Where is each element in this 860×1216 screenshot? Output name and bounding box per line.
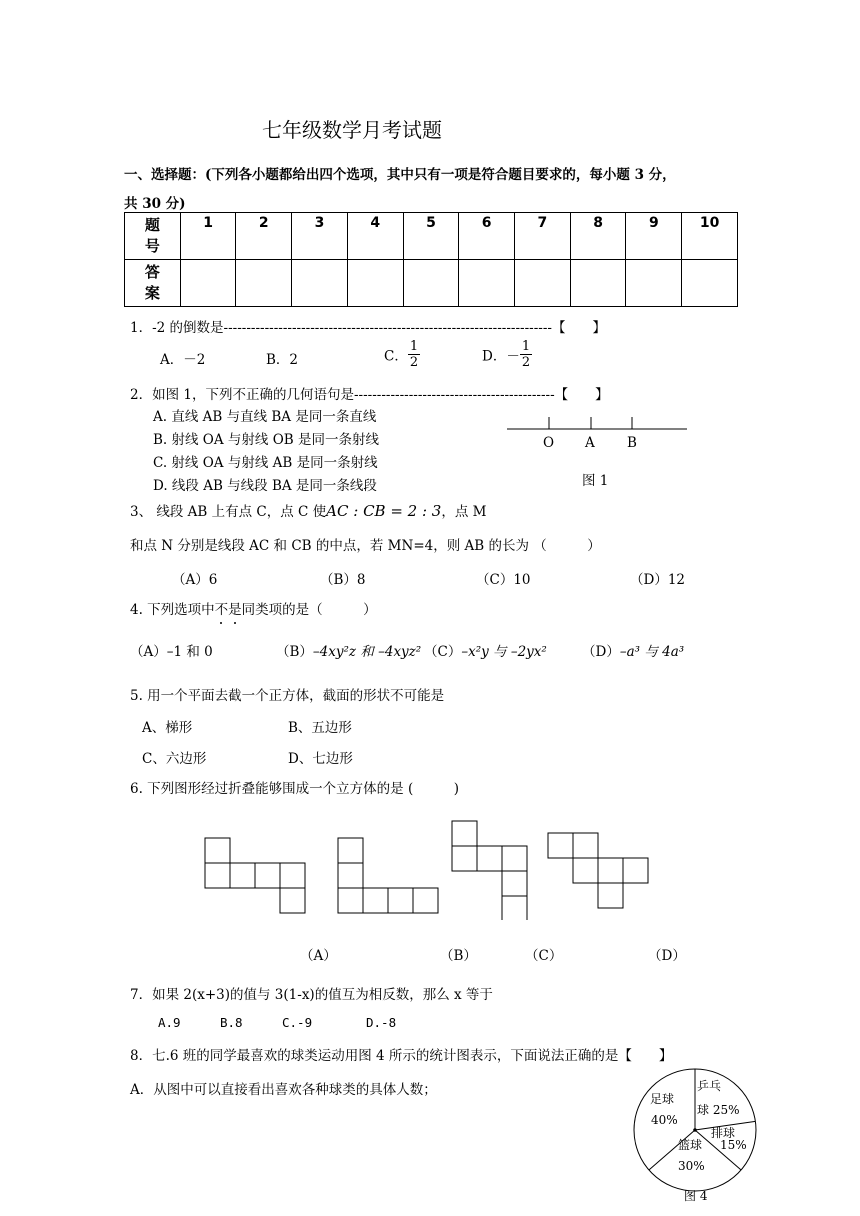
cube-net-c — [452, 821, 527, 920]
figure-1-caption: 图 1 — [582, 473, 609, 489]
q5-option-a: A、梯形 — [142, 720, 193, 736]
answer-cell[interactable] — [682, 260, 738, 307]
q8-stem: 8．七.6 班的同学最喜欢的球类运动用图 4 所示的统计图表示，下面说法正确的是【 】 — [130, 1048, 673, 1064]
q5-option-d: D、七边形 — [288, 751, 353, 767]
q2-stem: 2．如图 1，下列不正确的几何语句是--------------------------------------------【 】 — [130, 387, 609, 403]
pie-pct-basketball: 30% — [678, 1159, 705, 1173]
q6-label-c: （C） — [525, 948, 563, 964]
pie-pct-pingpong: 25% — [712, 1103, 740, 1117]
answer-cell[interactable] — [570, 260, 626, 307]
q7-stem: 7．如果 2(x+3)的值与 3(1-x)的值互为相反数，那么 x 等于 — [130, 987, 493, 1003]
cube-net-a — [205, 838, 305, 913]
section1-heading: 一、选择题：(下列各小题都给出四个选项，其中只有一项是符合题目要求的，每小题 3 分， — [124, 167, 676, 183]
question-number-cell: 8 — [570, 213, 626, 260]
pie-chart-figure-4 — [628, 1064, 764, 1202]
pie-label-pingpong: 乒乓 — [697, 1079, 722, 1093]
question-number-cell: 2 — [236, 213, 292, 260]
q6-label-b: （B） — [440, 948, 477, 964]
q4-option-c: （C）–x²y 与 –2yx² — [424, 644, 547, 660]
q3-line2: 和点 N 分别是线段 AC 和 CB 的中点，若 MN=4，则 AB 的长为 （ ） — [130, 538, 601, 554]
question-number-cell: 3 — [292, 213, 348, 260]
q4-option-b: （B）–4xy²z 和 –4xyz² — [276, 644, 422, 660]
q8-option-a: A．从图中可以直接看出喜欢各种球类的具体人数； — [130, 1082, 437, 1098]
q3-option-c: （C）10 — [476, 572, 531, 588]
answer-cell[interactable] — [347, 260, 403, 307]
pie-center — [693, 1128, 697, 1132]
q7-option-c: C.-9 — [282, 1015, 313, 1030]
q2-option-b: B. 射线 OA 与射线 OB 是同一条射线 — [153, 432, 379, 448]
q6-label-d: （D） — [648, 948, 686, 964]
cube-nets-figure — [200, 815, 660, 920]
question-number-cell: 5 — [403, 213, 459, 260]
answer-cell[interactable] — [292, 260, 348, 307]
pie-caption: 图 4 — [684, 1189, 708, 1203]
point-a-label: A — [585, 435, 595, 451]
pie-pct-football: 40% — [651, 1113, 678, 1127]
point-o-label: O — [543, 435, 555, 451]
figure-1-line — [505, 414, 690, 448]
question-number-cell: 7 — [515, 213, 571, 260]
q7-option-d: D.-8 — [366, 1015, 397, 1030]
answer-table — [124, 212, 738, 307]
question-number-cell: 1 — [180, 213, 236, 260]
cube-net-d — [548, 833, 648, 908]
answer-cell[interactable] — [236, 260, 292, 307]
pie-label-pingpong-cont: 球 25% — [697, 1103, 740, 1117]
answer-table-header-number: 题 号 — [125, 213, 181, 260]
question-number-cell: 4 — [347, 213, 403, 260]
answer-cell[interactable] — [459, 260, 515, 307]
q5-option-c: C、六边形 — [142, 751, 207, 767]
q1-option-d: D．－ $\frac{1}{2}$ — [482, 339, 531, 370]
q7-option-b: B.8 — [220, 1015, 243, 1030]
pie-label-basketball: 篮球 — [678, 1138, 703, 1152]
answer-cell[interactable] — [180, 260, 236, 307]
q2-option-c: C. 射线 OA 与射线 AB 是同一条射线 — [153, 455, 378, 471]
cube-net-b — [338, 838, 438, 913]
q4-stem: 4. 下列选项中不是同类项的是（ ） — [130, 602, 377, 618]
point-b-label: B — [627, 435, 637, 451]
section1-heading-cont: 共 30 分) — [124, 196, 186, 212]
q6-stem: 6. 下列图形经过折叠能够围成一个立方体的是 ( ) — [130, 781, 459, 797]
pie-pct-volleyball: 15% — [720, 1138, 747, 1152]
question-number-cell: 9 — [626, 213, 682, 260]
q1-stem: 1．-2 的倒数是------------------------------------------------------------------------【 】 — [130, 320, 606, 336]
answer-table-header-answer: 答 案 — [125, 260, 181, 307]
page-title: 七年级数学月考试题 — [262, 118, 442, 142]
q1-option-a: A．－2 — [160, 352, 206, 368]
answer-cell[interactable] — [515, 260, 571, 307]
pie-label-football: 足球 — [650, 1092, 675, 1106]
q3-option-d: （D）12 — [630, 572, 686, 588]
q3-option-b: （B）8 — [320, 572, 366, 588]
q5-stem: 5. 用一个平面去截一个正方体，截面的形状不可能是 — [130, 688, 445, 704]
q7-option-a: A.9 — [158, 1015, 181, 1030]
question-number-cell: 10 — [682, 213, 738, 260]
q2-option-d: D. 线段 AB 与线段 BA 是同一条线段 — [153, 478, 377, 494]
q4-option-a: （A）–1 和 0 — [130, 644, 213, 660]
question-number-cell: 6 — [459, 213, 515, 260]
q4-option-d: （D）–a³ 与 4a³ — [582, 644, 685, 660]
answer-cell[interactable] — [403, 260, 459, 307]
pie-label-volleyball: 排球 — [711, 1126, 736, 1140]
q1-option-c: C． $\frac{1}{2}$ — [384, 339, 419, 370]
q2-option-a: A. 直线 AB 与直线 BA 是同一条直线 — [153, 409, 377, 425]
q1-option-b: B．2 — [266, 352, 299, 368]
q3-option-a: （A）6 — [172, 572, 218, 588]
q3-line1: 3、 线段 AB 上有点 C，点 C 使AC : CB = 2 : 3，点 M — [130, 502, 487, 520]
q5-option-b: B、五边形 — [288, 720, 352, 736]
answer-cell[interactable] — [626, 260, 682, 307]
q6-label-a: （A） — [300, 948, 337, 964]
